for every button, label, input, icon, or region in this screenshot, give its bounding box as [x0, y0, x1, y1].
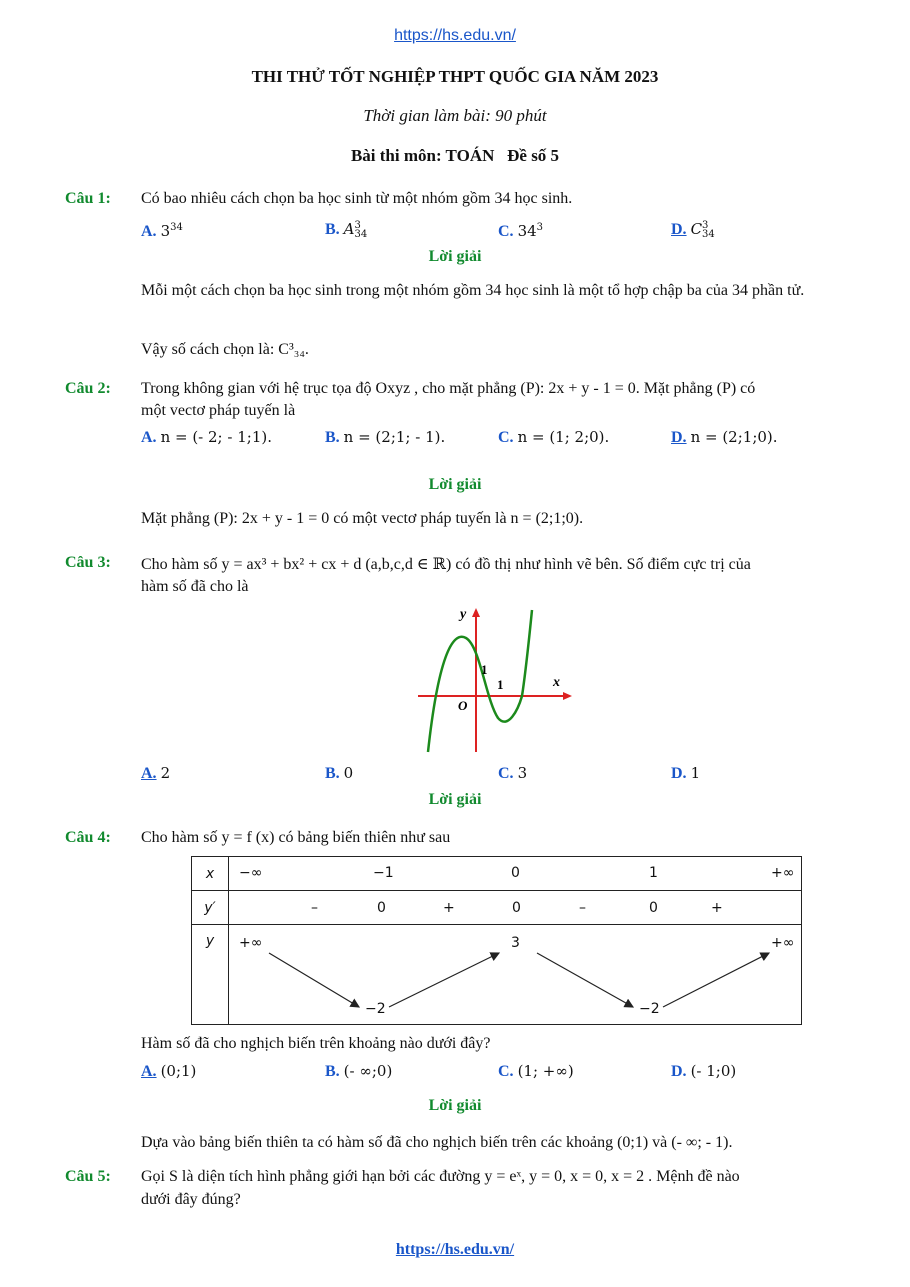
q4-text: Cho hàm số y = f (x) có bảng biến thiên như sau — [141, 829, 451, 846]
option-letter-correct: A. — [141, 765, 157, 782]
row-x-values — [229, 857, 802, 891]
option-value: 2 — [160, 764, 171, 782]
y-value: +∞ — [239, 935, 263, 951]
q5-text-1: Gọi S là diện tích hình phẳng giới hạn bởi các đường y = eˣ, y = 0, x = 0, x = 2 . Mệnh đề nào — [141, 1168, 740, 1185]
option-value: (0;1) — [160, 1062, 197, 1080]
q3-option-c[interactable] — [498, 764, 527, 783]
q4-option-a[interactable] — [141, 1062, 196, 1081]
q3-label: Câu 3: — [65, 554, 111, 571]
y-value: −2 — [365, 1001, 386, 1017]
x-tick-label: 1 — [497, 677, 504, 692]
exam-time: Thời gian làm bài: 90 phút — [363, 106, 547, 125]
sign: + — [711, 900, 723, 916]
row-x-label: x — [192, 857, 229, 891]
x-value: +∞ — [771, 865, 795, 881]
q1-text: Có bao nhiêu cách chọn ba học sinh từ một nhóm gồm 34 học sinh. — [141, 190, 573, 207]
cubic-curve — [428, 610, 532, 752]
sign: + — [443, 900, 455, 916]
q1-option-d[interactable] — [671, 220, 715, 239]
option-value: (- ∞;0) — [343, 1062, 393, 1080]
option-letter: B. — [325, 1063, 340, 1080]
q2-label: Câu 2: — [65, 380, 111, 397]
option-letter: B. — [325, 221, 340, 238]
option-value: $34^3$ — [517, 222, 544, 240]
option-letter: C. — [498, 1063, 514, 1080]
option-value: 1 — [690, 764, 701, 782]
option-letter: A. — [141, 223, 157, 240]
option-value: n = (- 2; - 1;1). — [160, 428, 272, 446]
x-value: 0 — [511, 865, 520, 881]
y-axis-arrow — [472, 608, 480, 617]
option-value: 3 — [517, 764, 528, 782]
q4-option-c[interactable] — [498, 1062, 574, 1081]
exam-subject: Bài thi môn: TOÁN Đề số 5 — [350, 146, 560, 165]
q4-solution-title: Lời giải — [428, 1097, 482, 1114]
q4-question: Hàm số đã cho nghịch biến trên khoảng nào dưới đây? — [141, 1035, 491, 1052]
q2-option-d[interactable] — [671, 428, 778, 447]
q3-text-2: hàm số đã cho là — [141, 578, 249, 595]
option-value: A3 34 — [343, 220, 368, 240]
option-value: C3 34 — [690, 220, 715, 240]
sign: 0 — [512, 900, 521, 916]
q3-option-d[interactable] — [671, 764, 700, 783]
x-axis-label: x — [553, 675, 560, 690]
header-link[interactable]: https://hs.edu.vn/ — [394, 27, 516, 44]
option-letter: C. — [498, 765, 514, 782]
y-value: 3 — [511, 935, 520, 951]
variation-table — [191, 856, 802, 1025]
q3-solution-title: Lời giải — [428, 791, 482, 808]
sign: – — [579, 900, 586, 916]
q4-option-d[interactable] — [671, 1062, 736, 1081]
x-value: −∞ — [239, 865, 263, 881]
row-y-values — [229, 925, 802, 1025]
q1-solution-title: Lời giải — [428, 248, 482, 265]
option-letter: C. — [498, 429, 514, 446]
q3-cubic-graph — [410, 600, 580, 755]
q4-solution-text: Dựa vào bảng biến thiên ta có hàm số đã cho nghịch biến trên các khoảng (0;1) và (- ∞; - 1). — [141, 1134, 733, 1151]
sign: 0 — [377, 900, 386, 916]
x-value: −1 — [373, 865, 394, 881]
option-value: $3^{34}$ — [160, 222, 183, 240]
y-tick-label: 1 — [481, 662, 488, 677]
option-letter: A. — [141, 429, 157, 446]
q1-option-a[interactable] — [141, 222, 183, 241]
arrow-down — [269, 953, 359, 1007]
q2-solution-title: Lời giải — [428, 476, 482, 493]
q2-option-c[interactable] — [498, 428, 609, 447]
q5-text-2: dưới đây đúng? — [141, 1191, 241, 1208]
sign: – — [311, 900, 318, 916]
q3-text-1: Cho hàm số y = ax³ + bx² + cx + d (a,b,c,d ∈ ℝ) có đồ thị như hình vẽ bên. Số điểm cực trị của — [141, 556, 751, 573]
origin-label: O — [458, 698, 468, 713]
q2-text-2: một vectơ pháp tuyến là — [141, 402, 296, 419]
q4-label: Câu 4: — [65, 829, 111, 846]
q1-option-b[interactable] — [325, 220, 367, 239]
arrow-up — [663, 953, 769, 1007]
option-letter: C. — [498, 223, 514, 240]
footer-link[interactable]: https://hs.edu.vn/ — [395, 1241, 515, 1258]
option-letter-correct: A. — [141, 1063, 157, 1080]
q1-solution-conclusion: Vậy số cách chọn là: C³₃₄. — [141, 341, 309, 358]
row-y-label: y — [192, 925, 229, 1025]
exam-title: THI THỬ TỐT NGHIỆP THPT QUỐC GIA NĂM 2023 — [251, 67, 659, 86]
option-letter: D. — [671, 765, 687, 782]
footer-url[interactable] — [0, 1241, 910, 1259]
q2-text-1: Trong không gian với hệ trục tọa độ Oxyz , cho mặt phẳng (P): 2x + y - 1 = 0. Mặt phẳng (P) có — [141, 380, 756, 397]
arrow-up — [389, 953, 499, 1007]
option-value: 0 — [343, 764, 354, 782]
option-letter: D. — [671, 1063, 687, 1080]
option-value: n = (2;1;0). — [690, 428, 778, 446]
y-value: +∞ — [771, 935, 795, 951]
sign: 0 — [649, 900, 658, 916]
q2-option-b[interactable] — [325, 428, 445, 447]
x-value: 1 — [649, 865, 658, 881]
option-letter-correct: D. — [671, 429, 687, 446]
option-value: n = (1; 2;0). — [517, 428, 610, 446]
option-letter: B. — [325, 765, 340, 782]
variation-arrows — [229, 925, 801, 1025]
arrow-down — [537, 953, 633, 1007]
q2-solution-text: Mặt phẳng (P): 2x + y - 1 = 0 có một vectơ pháp tuyến là n = (2;1;0). — [141, 510, 584, 527]
q4-option-b[interactable] — [325, 1062, 392, 1081]
x-axis-arrow — [563, 692, 572, 700]
q1-solution-text: Mỗi một cách chọn ba học sinh trong một nhóm gồm 34 học sinh là một tổ hợp chập ba của 34 phần tử. — [141, 282, 805, 299]
option-letter: B. — [325, 429, 340, 446]
q1-label: Câu 1: — [65, 190, 111, 207]
option-value: (- 1;0) — [690, 1062, 737, 1080]
row-derivative-label: y′ — [192, 891, 229, 925]
q5-label: Câu 5: — [65, 1168, 111, 1185]
option-value: (1; +∞) — [517, 1062, 574, 1080]
header-url[interactable] — [0, 27, 910, 45]
y-axis-label: y — [460, 607, 467, 622]
q3-option-b[interactable] — [325, 764, 353, 783]
q1-option-c[interactable] — [498, 222, 543, 241]
y-value: −2 — [639, 1001, 660, 1017]
row-derivative-signs — [229, 891, 802, 925]
option-letter-correct: D. — [671, 221, 687, 238]
q2-option-a[interactable] — [141, 428, 272, 447]
option-value: n = (2;1; - 1). — [343, 428, 446, 446]
q3-option-a[interactable] — [141, 764, 170, 783]
